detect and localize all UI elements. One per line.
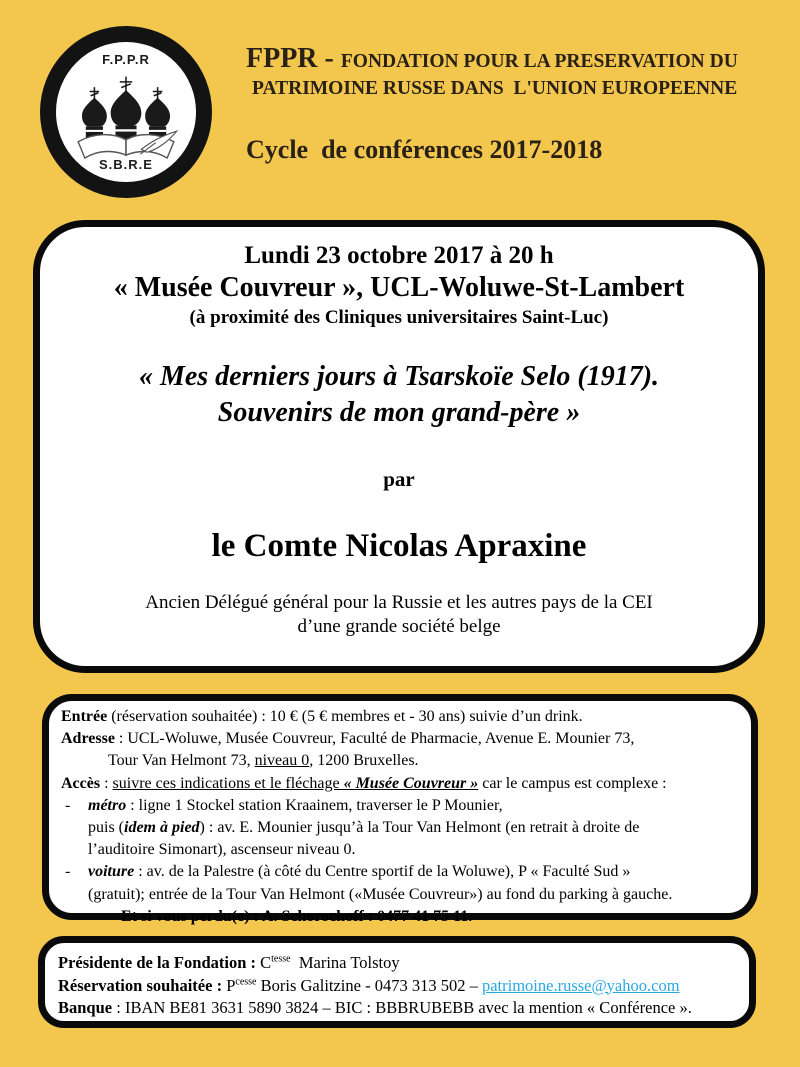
logo-text-top: F.P.P.R bbox=[102, 52, 150, 67]
metro-cont-emph: idem à pied bbox=[124, 819, 200, 837]
practical-info-content bbox=[49, 701, 751, 928]
address-level-underlined: niveau 0 bbox=[254, 752, 310, 770]
address-cont-post: , 1200 Bruxelles. bbox=[309, 752, 419, 770]
reservation-contact: Boris Galitzine - 0473 313 502 – bbox=[256, 975, 482, 995]
organization-abbr: FPPR - bbox=[246, 43, 341, 74]
organization-header bbox=[246, 44, 738, 165]
talk-title-line1: « Mes derniers jours à Tsarskoïe Selo (1917). bbox=[138, 361, 660, 392]
address-text: : UCL-Woluwe, Musée Couvreur, Faculté de Pharmacie, Avenue E. Mounier 73, bbox=[114, 730, 635, 748]
access-line bbox=[61, 773, 743, 795]
metro-line bbox=[61, 795, 743, 817]
car-line bbox=[61, 861, 743, 883]
reservation-title-sup: cesse bbox=[235, 976, 257, 987]
church-domes-book-icon bbox=[59, 65, 193, 161]
organization-name-text: FONDATION POUR LA PRESERVATION DU bbox=[340, 51, 738, 72]
reservation-line bbox=[58, 975, 741, 998]
metro-bullet: - bbox=[65, 796, 71, 814]
reservation-label: Réservation souhaitée : bbox=[58, 975, 223, 995]
metro-line-continued2: l’auditoire Simonart), ascenseur niveau 0. bbox=[88, 841, 356, 859]
president-line bbox=[58, 952, 741, 975]
entry-label: Entrée bbox=[61, 708, 108, 725]
talk-title bbox=[40, 359, 758, 431]
metro-line-continued1 bbox=[88, 817, 743, 839]
organization-name-line2: PATRIMOINE RUSSE DANS L'UNION EUROPEENNE bbox=[252, 78, 738, 99]
access-label: Accès bbox=[61, 774, 101, 792]
president-label: Présidente de la Fondation : bbox=[58, 953, 256, 972]
entry-fee-line bbox=[61, 706, 743, 728]
organization-name-line1 bbox=[246, 44, 738, 77]
address-line bbox=[61, 728, 743, 750]
bank-line bbox=[58, 997, 741, 1020]
event-datetime: Lundi 23 octobre 2017 à 20 h bbox=[244, 242, 554, 269]
talk-title-line2: Souvenirs de mon grand-père » bbox=[217, 397, 581, 428]
metro-cont-pre: puis ( bbox=[88, 819, 124, 837]
car-term: voiture bbox=[88, 863, 135, 881]
practical-info-box bbox=[42, 694, 758, 925]
address-label: Adresse bbox=[61, 730, 115, 748]
event-box bbox=[33, 220, 765, 673]
access-rest: car le campus est complexe : bbox=[478, 774, 667, 792]
if-lost-note: Et si vous perdu(e) : A. Schorochoff : 0477 41 75 11. bbox=[121, 907, 473, 925]
event-venue: « Musée Couvreur », UCL-Woluwe-St-Lambert bbox=[113, 272, 685, 303]
conference-series-title: Cycle de conférences 2017-2018 bbox=[246, 135, 603, 164]
access-museum-flag: « Musée Couvreur » bbox=[343, 774, 479, 792]
contact-content bbox=[45, 943, 749, 1020]
contact-box bbox=[38, 936, 756, 1028]
car-bullet: - bbox=[65, 863, 71, 881]
entry-text: (réservation souhaitée) : 10 € (5 € membres et - 30 ans) suivie d’un drink. bbox=[107, 708, 583, 725]
speaker-name: le Comte Nicolas Apraxine bbox=[211, 528, 587, 564]
metro-term: métro bbox=[88, 796, 127, 814]
president-title-base: C bbox=[256, 953, 272, 972]
president-title-sup: tesse bbox=[271, 953, 291, 965]
car-line-continued: (gratuit); entrée de la Tour Van Helmont («Musée Couvreur») au fond du parking à gauche. bbox=[88, 885, 673, 903]
event-venue-note: (à proximité des Cliniques universitaires Saint-Luc) bbox=[189, 307, 609, 328]
access-instructions-underlined: suivre ces indications et le fléchage bbox=[112, 774, 344, 792]
reservation-email-link[interactable]: patrimoine.russe@yahoo.com bbox=[481, 975, 680, 995]
bank-text: : IBAN BE81 3631 5890 3824 – BIC : BBBRUBEBB avec la mention « Conférence ». bbox=[112, 998, 692, 1017]
car-text: : av. de la Palestre (à côté du Centre sportif de la Woluwe), P « Faculté Sud » bbox=[134, 863, 631, 881]
access-sep: : bbox=[100, 774, 113, 792]
president-name: Marina Tolstoy bbox=[290, 953, 400, 972]
metro-cont-post: ) : av. E. Mounier jusqu’à la Tour Van Helmont (en retrait à droite de bbox=[199, 819, 640, 837]
reservation-title-base: P bbox=[222, 975, 236, 995]
metro-text: : ligne 1 Stockel station Kraainem, traverser le P Mounier, bbox=[126, 796, 503, 814]
by-label: par bbox=[383, 467, 415, 491]
address-cont-pre: Tour Van Helmont 73, bbox=[108, 752, 255, 770]
fppr-logo bbox=[40, 26, 212, 198]
speaker-description-line2: d’une grande société belge bbox=[297, 616, 501, 637]
address-line-continued bbox=[108, 750, 743, 772]
bank-label: Banque bbox=[58, 998, 113, 1017]
speaker-description-line1: Ancien Délégué général pour la Russie et les autres pays de la CEI bbox=[145, 592, 653, 613]
logo-text-bottom: S.B.R.E bbox=[99, 157, 153, 172]
speaker-description bbox=[40, 591, 758, 639]
